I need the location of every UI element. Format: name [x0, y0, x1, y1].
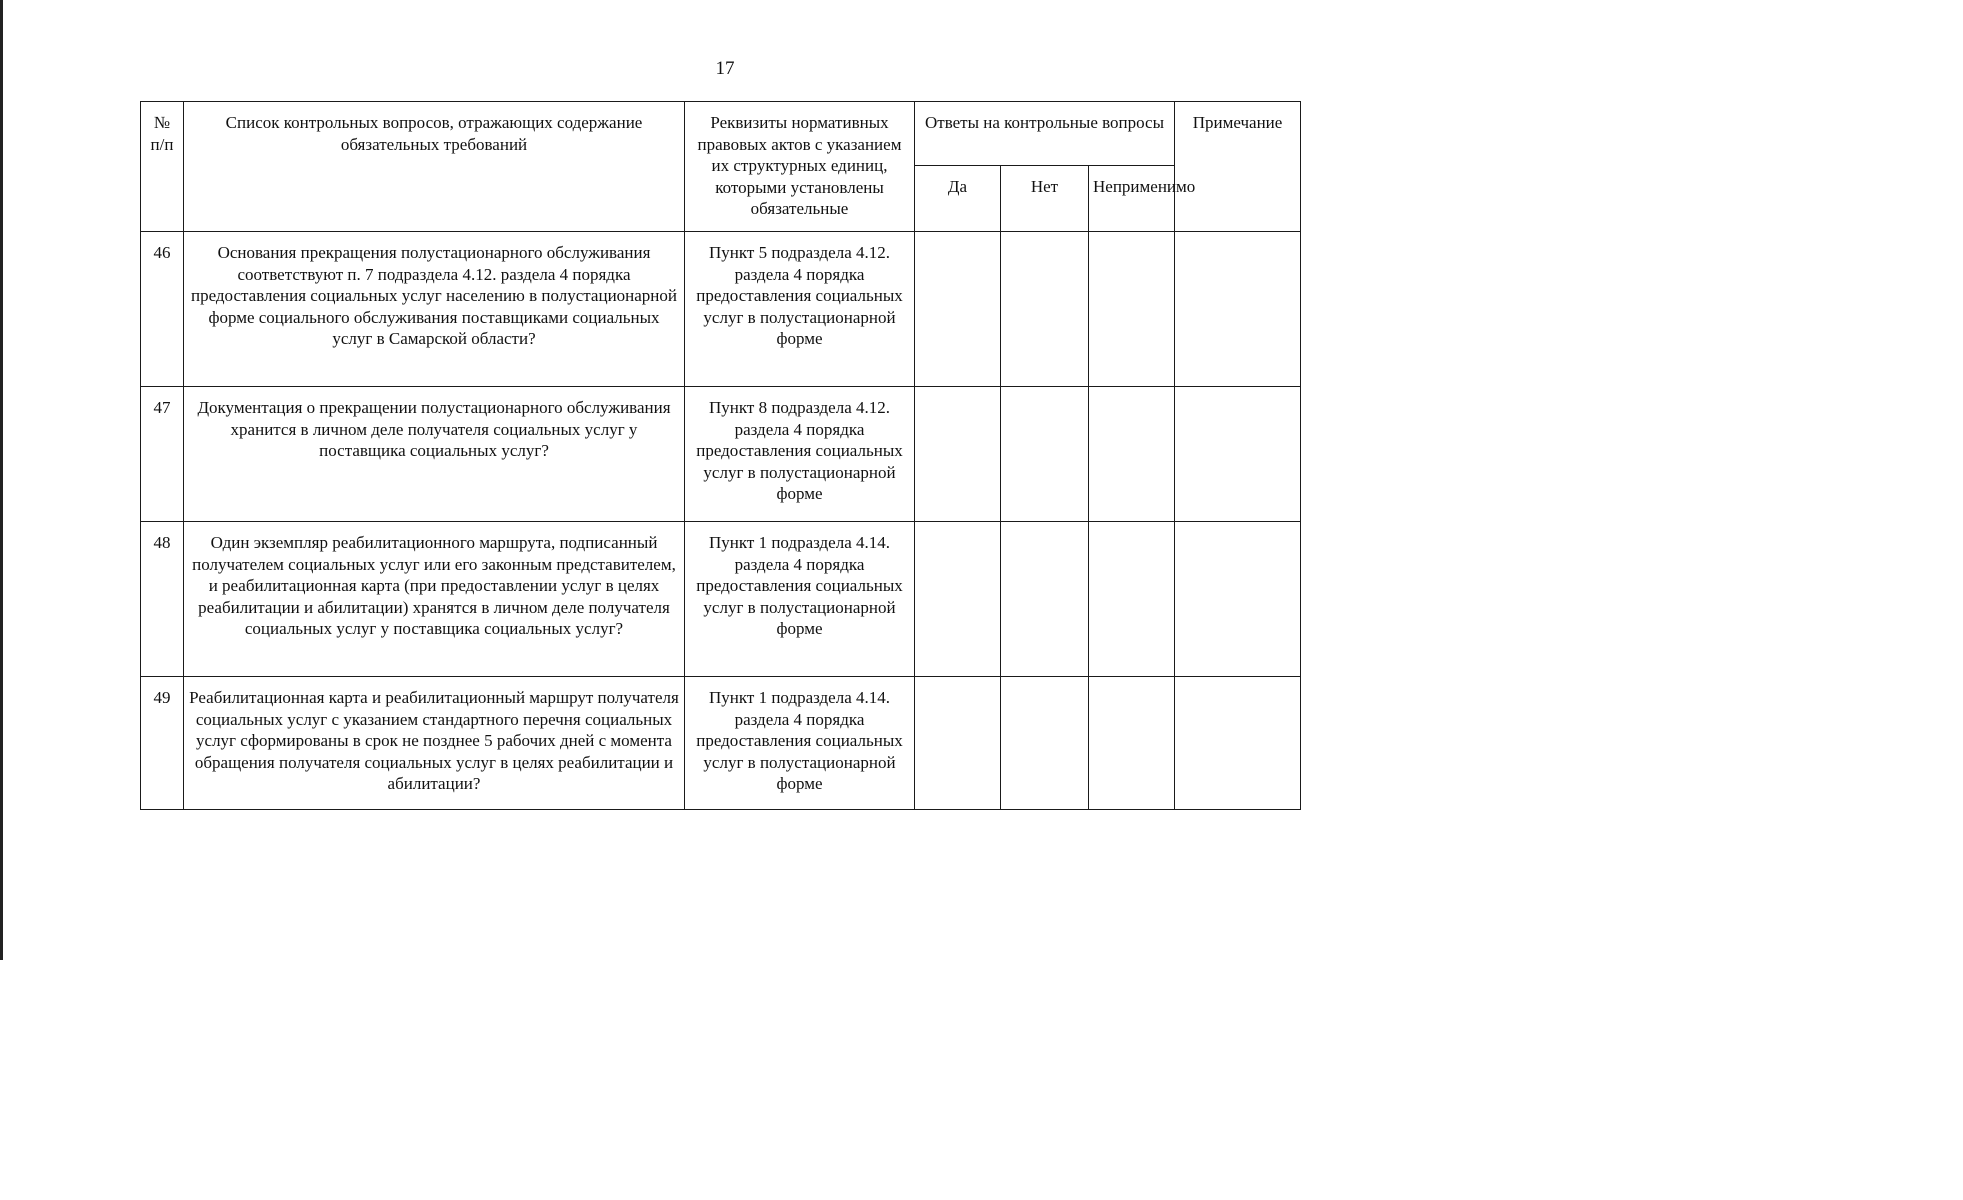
table-row: [141, 522, 1301, 677]
row-number: 49: [141, 677, 184, 810]
row-number: 46: [141, 232, 184, 387]
row-question: Один экземпляр реабилитационного маршрута, подписанный получателем социальных услуг или его законным представителем, и реабилитационная карта (при предоставлении услуг в целях реабилитации и абилитации) хранятся в личном деле получателя социальных услуг у поставщика социальных услуг?: [184, 522, 685, 677]
answer-not-applicable-cell[interactable]: [1089, 387, 1175, 522]
table-row: [141, 387, 1301, 522]
page-number: 17: [715, 58, 735, 79]
header-note: Примечание: [1175, 102, 1301, 232]
table-row: [141, 232, 1301, 387]
note-cell[interactable]: [1175, 677, 1301, 810]
table-header-row: [141, 102, 1301, 166]
row-question: Реабилитационная карта и реабилитационный маршрут получателя социальных услуг с указанием стандартного перечня социальных услуг сформированы в срок не позднее 5 рабочих дней с момента обращения получателя социальных услуг в целях реабилитации и абилитации?: [184, 677, 685, 810]
row-requisite: Пункт 5 подраздела 4.12. раздела 4 порядка предоставления социальных услуг в полустационарной форме: [685, 232, 915, 387]
answer-no-cell[interactable]: [1001, 522, 1089, 677]
answer-yes-cell[interactable]: [915, 232, 1001, 387]
row-requisite: Пункт 8 подраздела 4.12. раздела 4 порядка предоставления социальных услуг в полустационарной форме: [685, 387, 915, 522]
header-num: № п/п: [141, 102, 184, 232]
checklist-table: [140, 101, 1301, 810]
note-cell[interactable]: [1175, 232, 1301, 387]
header-requisites-text: Реквизиты нормативных правовых актов с указанием их структурных единиц, которыми установлены обязательные: [697, 113, 902, 218]
row-requisite: Пункт 1 подраздела 4.14. раздела 4 порядка предоставления социальных услуг в полустационарной форме: [685, 677, 915, 810]
answer-no-cell[interactable]: [1001, 387, 1089, 522]
row-requisite: Пункт 1 подраздела 4.14. раздела 4 порядка предоставления социальных услуг в полустационарной форме: [685, 522, 915, 677]
header-answers: Ответы на контрольные вопросы: [915, 102, 1175, 166]
answer-not-applicable-cell[interactable]: [1089, 677, 1175, 810]
header-not-applicable: Неприменимо: [1089, 166, 1175, 232]
answer-yes-cell[interactable]: [915, 522, 1001, 677]
answer-yes-cell[interactable]: [915, 677, 1001, 810]
header-questions: Список контрольных вопросов, отражающих содержание обязательных требований: [184, 102, 685, 232]
answer-not-applicable-cell[interactable]: [1089, 232, 1175, 387]
header-yes: Да: [915, 166, 1001, 232]
answer-no-cell[interactable]: [1001, 677, 1089, 810]
row-number: 48: [141, 522, 184, 677]
answer-no-cell[interactable]: [1001, 232, 1089, 387]
page-left-edge-rule: [0, 0, 3, 960]
note-cell[interactable]: [1175, 387, 1301, 522]
note-cell[interactable]: [1175, 522, 1301, 677]
header-requisites: [685, 102, 915, 232]
header-no: Нет: [1001, 166, 1089, 232]
row-question: Документация о прекращении полустационарного обслуживания хранится в личном деле получателя социальных услуг у поставщика социальных услуг?: [184, 387, 685, 522]
row-question: Основания прекращения полустационарного обслуживания соответствуют п. 7 подраздела 4.12. раздела 4 порядка предоставления социальных услуг населению в полустационарной форме социального обслуживания поставщиками социальных услуг в Самарской области?: [184, 232, 685, 387]
answer-yes-cell[interactable]: [915, 387, 1001, 522]
table-row: [141, 677, 1301, 810]
answer-not-applicable-cell[interactable]: [1089, 522, 1175, 677]
row-number: 47: [141, 387, 184, 522]
